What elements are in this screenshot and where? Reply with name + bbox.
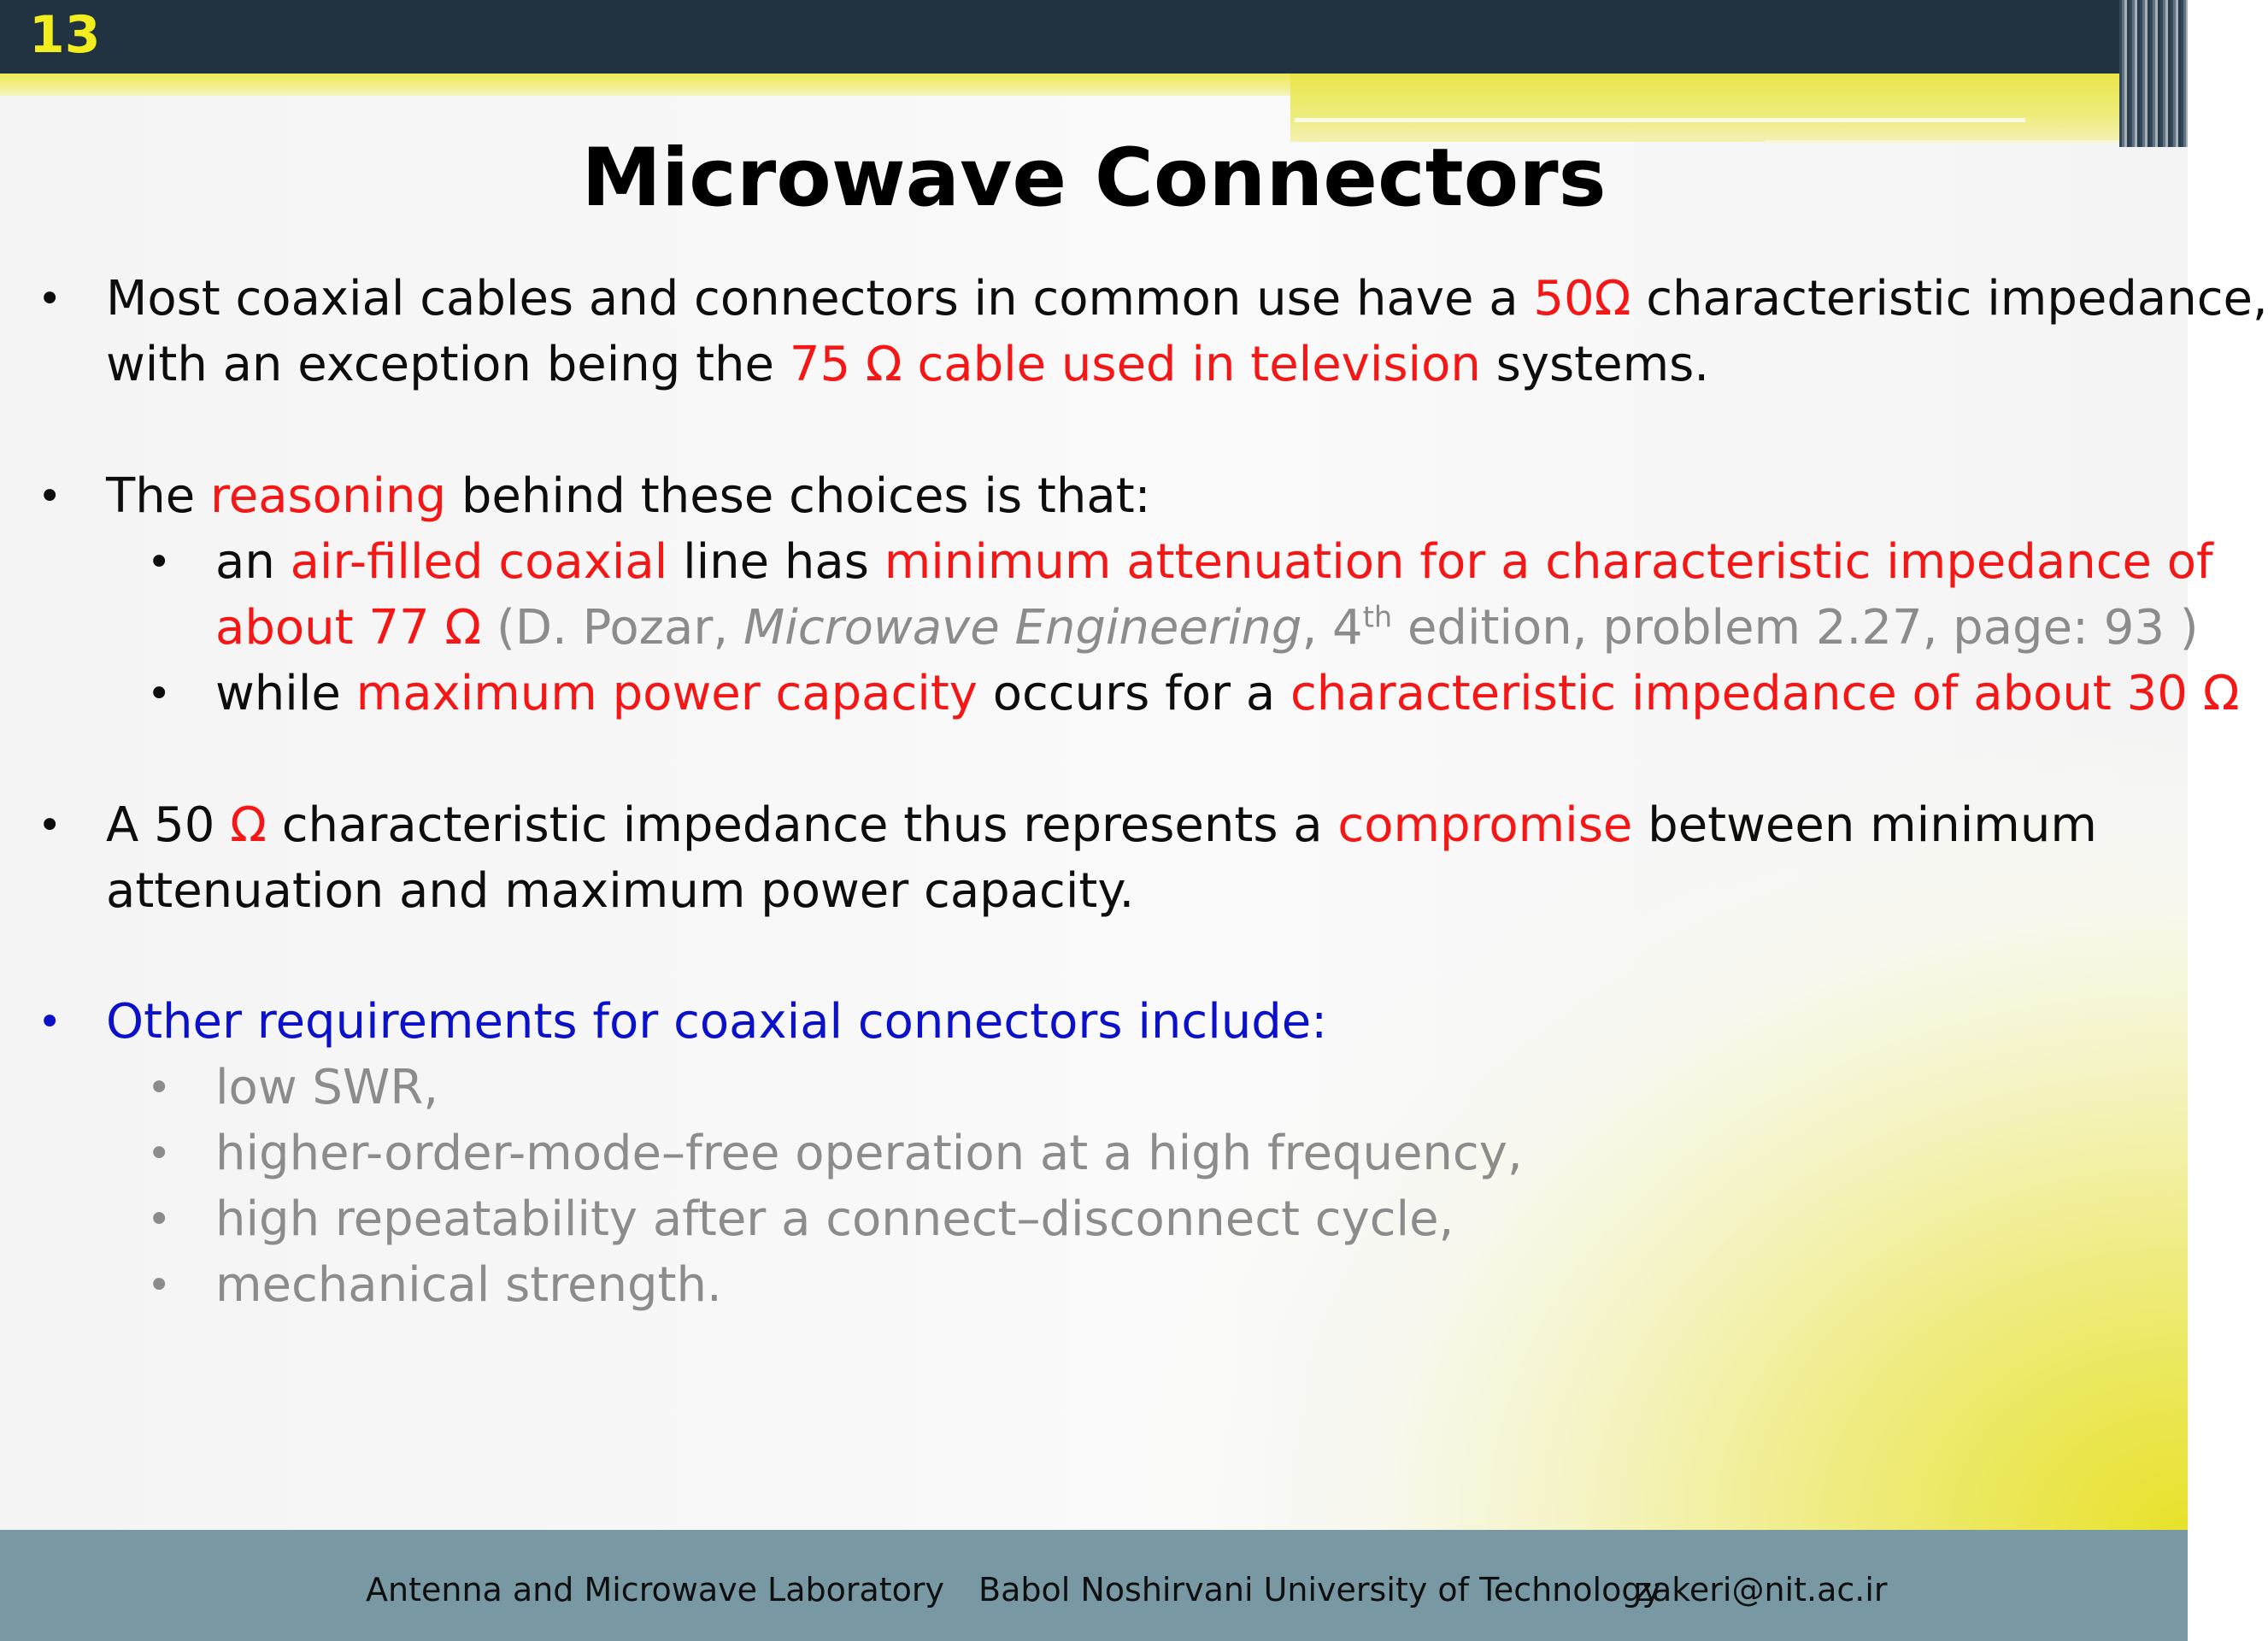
bullet-marker: • bbox=[38, 473, 62, 521]
text: an bbox=[215, 534, 291, 590]
citation-text: , 4 bbox=[1301, 600, 1363, 656]
sub-bullet-marker: • bbox=[147, 1262, 172, 1309]
sub-bullet-marker: • bbox=[147, 1064, 172, 1112]
bullet-2-sub-1-line-2 bbox=[215, 596, 2199, 661]
text: systems. bbox=[1480, 337, 1710, 392]
footer-email: zakeri@nit.ac.ir bbox=[1635, 1571, 1888, 1609]
emphasis-text: air-filled coaxial bbox=[290, 534, 668, 590]
text: with an exception being the bbox=[106, 337, 790, 392]
bullet-4-heading bbox=[106, 990, 1327, 1055]
bullet-2-line-1 bbox=[106, 464, 1151, 529]
footer-university: Babol Noshirvani University of Technology bbox=[978, 1571, 1661, 1609]
emphasis-text: compromise bbox=[1337, 797, 1633, 853]
bullet-marker: • bbox=[38, 802, 62, 850]
text: Most coaxial cables and connectors in common use have a bbox=[106, 271, 1534, 326]
bullet-1-line-1 bbox=[106, 267, 2268, 332]
requirement-item: high repeatability after a connect–disconnect cycle, bbox=[215, 1191, 1454, 1247]
emphasis-text: reasoning bbox=[209, 468, 447, 524]
top-bar-stripes bbox=[2119, 0, 2188, 147]
bullet-3-line-1 bbox=[106, 793, 2097, 858]
sub-bullet-marker: • bbox=[147, 1130, 172, 1178]
emphasis-text: Ω bbox=[230, 797, 267, 853]
footer-lab: Antenna and Microwave Laboratory bbox=[366, 1571, 945, 1609]
emphasis-text: maximum power capacity bbox=[355, 666, 978, 721]
text: A 50 bbox=[106, 797, 231, 853]
bullet-2-sub-2-line-1 bbox=[215, 662, 2240, 726]
text: characteristic impedance, bbox=[1630, 271, 2268, 326]
bullet-2-sub-1-line-1 bbox=[215, 530, 2213, 595]
bullet-marker: • bbox=[38, 275, 62, 323]
text: between minimum bbox=[1632, 797, 2097, 853]
accent-line bbox=[1295, 118, 2025, 122]
sub-bullet-marker: • bbox=[147, 538, 172, 586]
citation-superscript: th bbox=[1362, 600, 1393, 634]
text: behind these choices is that: bbox=[446, 468, 1151, 524]
sub-bullet-marker: • bbox=[147, 670, 172, 718]
slide-title: Microwave Connectors bbox=[581, 132, 1607, 225]
requirement-item: mechanical strength. bbox=[215, 1257, 722, 1313]
requirement-item: higher-order-mode–free operation at a high frequency, bbox=[215, 1126, 1523, 1181]
yellow-accent-band bbox=[0, 74, 1290, 96]
text: while bbox=[215, 666, 356, 721]
bullet-3-line-2 bbox=[106, 859, 1134, 924]
emphasis-text: about 77 Ω bbox=[215, 600, 482, 656]
citation-text: (D. Pozar, bbox=[481, 600, 743, 656]
citation-text: edition, problem 2.27, page: 93 ) bbox=[1392, 600, 2199, 656]
text: occurs for a bbox=[977, 666, 1290, 721]
footer-bar bbox=[0, 1530, 2188, 1641]
bullet-marker: • bbox=[38, 998, 62, 1046]
text: The bbox=[106, 468, 210, 524]
top-bar bbox=[0, 0, 2188, 74]
text: Other requirements for coaxial connectors include: bbox=[106, 994, 1328, 1050]
sub-bullet-marker: • bbox=[147, 1196, 172, 1244]
citation-book-title: Microwave Engineering bbox=[743, 600, 1302, 656]
requirement-item: low SWR, bbox=[215, 1060, 439, 1115]
emphasis-text: characteristic impedance of about 30 Ω bbox=[1290, 666, 2240, 721]
slide-number: 13 bbox=[29, 5, 101, 65]
emphasis-text: 50Ω bbox=[1533, 271, 1631, 326]
text: characteristic impedance thus represents a bbox=[266, 797, 1338, 853]
bullet-1-line-2 bbox=[106, 332, 1709, 397]
emphasis-text: 75 Ω cable used in television bbox=[789, 337, 1481, 392]
emphasis-text: minimum attenuation for a characteristic impedance of bbox=[884, 534, 2213, 590]
text: line has bbox=[667, 534, 884, 590]
text: attenuation and maximum power capacity. bbox=[106, 863, 1135, 919]
